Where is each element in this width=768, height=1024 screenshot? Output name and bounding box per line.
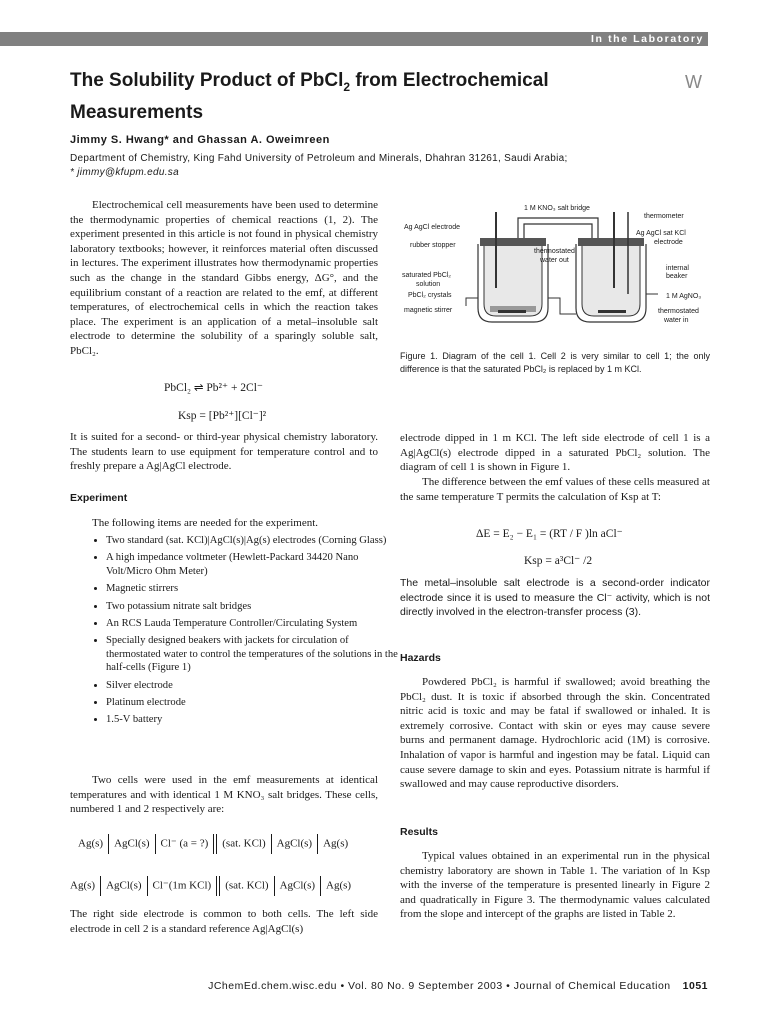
label-water-in: water in [664,317,689,324]
list-item: • Two standard (sat. KCl)|AgCl(s)|Ag(s) electrodes (Corning Glass) [106,534,404,547]
list-item: • Magnetic stirrers [106,582,404,595]
list-item: • An RCS Lauda Temperature Controller/Circulating System [106,617,404,630]
equipment-list [86,534,404,731]
intro-paragraph: Electrochemical cell measurements have been used to determine the thermodynamic properties of chemical reactions (1, 2). The experiment presented in this article is not found in physical chemistry laboratory textbooks; however, it reinforces material often discussed in lectures. The experiment illustrates how thermodynamic properties such as the change in the standard Gibbs energy, ΔG°, and the equilibrium constant of a reaction are related to the emf, at different temperatures, of electrochemical cells in which the reaction takes place. The experiment is an application of a metal–insoluble salt electrode to determine the solubility of a sparingly soluble salt, PbCl₂. [70,199,378,357]
intro-paragraph-2: It is suited for a second- or third-year physical chemistry laboratory. The students learn to use equipment for temperature control and to freshly prepare a Ag|AgCl electrode. [70,431,378,473]
authors: Jimmy S. Hwang* and Ghassan A. Oweimreen [70,134,330,146]
emf-equation: ΔE = E₂ − E₁ = (RT / F )ln aCl⁻ [476,528,623,540]
cells-paragraph: Two cells were used in the emf measurements at identical temperatures and with identical 1 M KNO₃ salt bridges. These cells, numbered 1 and 2 respectively are: [70,774,378,816]
equilibrium-equation: PbCl₂ ⇌ Pb²⁺ + 2Cl⁻ [164,382,263,394]
left-stirrer [498,310,526,313]
experiment-lead: The following items are needed for the experiment. [92,517,319,529]
right-paragraph-2: The difference between the emf values of these cells measured at the same temperature T permits the calculation of Ksp at T: [400,476,710,503]
results-paragraph: Typical values obtained in an experimental run in the physical chemistry laboratory are shown in Table 1. The variation of ln Ksp with the inverse of the temperature is presented linearly in Figure 2 and quadratically in Figure 3. The thermodynamic values calculated from the slope and intercept of the graphs are listed in Table 2. [400,850,710,921]
water-tube [548,298,576,314]
label-thermostated-out: thermostated [534,248,575,255]
cell-diagram-figure [400,198,710,338]
figure-caption: Figure 1. Diagram of the cell 1. Cell 2 is very similar to cell 1; the only difference is that the saturated PbCl₂ is replaced by 1 m KCl. [400,351,710,374]
journal-info: JChemEd.chem.wisc.edu • Vol. 80 No. 9 September 2003 • Journal of Chemical Education [208,980,671,992]
label-ag-agcl-left: Ag AgCl electrode [404,224,461,231]
label-electrode: electrode [654,239,683,246]
label-agno3: 1 M AgNO₃ [666,293,702,300]
label-beaker: beaker [666,273,688,280]
ksp-equation: Ksp = [Pb²⁺][Cl⁻]² [178,410,267,422]
list-item: • A high impedance voltmeter (Hewlett-Packard 34420 Nano Volt/Micro Ohm Meter) [106,551,404,578]
label-thermostated-in: thermostated [658,308,699,315]
email-link[interactable]: * jimmy@kfupm.edu.sa [70,167,179,178]
label-stirrer: magnetic stirrer [404,307,453,314]
affiliation: Department of Chemistry, King Fahd University of Petroleum and Minerals, Dhahran 31261, Saudi Arabia; * jimmy@kfupm.edu.sa [70,152,710,180]
section-header-bar [0,32,708,46]
right-beaker-inner [582,244,640,316]
right-paragraph-1: electrode dipped in 1 m KCl. The left side electrode of cell 1 is a Ag|AgCl(s) electrode dipped in a saturated PbCl₂ solution. The diagram of cell 1 is shown in Figure 1. [400,432,710,474]
right-paragraph-3: The metal–insoluble salt electrode is a second-order indicator electrode since it is used to measure the Cl⁻ activity, which is not directly involved in the electron-transfer process (3). [400,577,710,619]
label-water-out: water out [540,257,569,264]
section-label: In the Laboratory [591,33,704,45]
label-salt-bridge: 1 M KNO₃ salt bridge [524,205,590,212]
hazards-heading: Hazards [400,652,441,664]
list-item: • Silver electrode [106,679,404,692]
label-internal: internal [666,265,689,272]
label-thermometer: thermometer [644,213,684,220]
right-stopper [578,238,644,246]
label-solution: solution [416,281,441,288]
label-rubber-stopper: rubber stopper [410,242,456,249]
hazards-paragraph: Powdered PbCl₂ is harmful if swallowed; avoid breathing the PbCl₂ dust. It is toxic if absorbed through the skin. Concentrated nitric acid is toxic and may be fatal if swallowed or inhaled. It is extremely corrosive. Contact with skin or eyes may cause severe burns and permanent damage. Hydrochloric acid (1M) is corrosive. Inhalation of vapor is harmful and ingestion may be fatal. Liquid can cause severe damage to skin and eyes. Potassium nitrate is harmful if swallowed and may cause reproductive disorders. [400,676,710,791]
left-stopper [480,238,546,246]
experiment-heading: Experiment [70,492,128,504]
label-saturated: saturated PbCl₂ [402,272,452,279]
page-footer [0,980,708,992]
right-stirrer [598,310,626,313]
cell-2-notation: Ag(s) AgCl(s) Cl⁻(1m KCl) (sat. KCl) AgCl(s) Ag(s) [70,876,351,896]
water-tube-left [466,298,478,306]
list-item: • Specially designed beakers with jackets for circulation of thermostated water to control the temperatures of the solutions in the half-cells (Figure 1) [106,634,404,674]
label-ag-agcl-right: Ag AgCl sat KCl [636,230,686,237]
right-electrode-paragraph: The right side electrode is common to both cells. The left side electrode in cell 2 is a standard reference Ag|AgCl(s) [70,908,378,935]
list-item: • Two potassium nitrate salt bridges [106,600,404,613]
list-item: • 1.5-V battery [106,713,404,726]
web-material-icon: W [685,72,702,92]
cell-1-notation: Ag(s) AgCl(s) Cl⁻ (a = ?) (sat. KCl) AgCl(s) Ag(s) [78,834,348,854]
ksp-activity-equation: Ksp = a³Cl⁻ /2 [524,555,593,567]
label-crystals: PbCl₂ crystals [408,292,452,299]
results-heading: Results [400,826,438,838]
list-item: • Platinum electrode [106,696,404,709]
article-title: The Solubility Product of PbCl$_2$ from Electrochemical Measurements [70,70,549,123]
page-number: 1051 [682,980,708,992]
